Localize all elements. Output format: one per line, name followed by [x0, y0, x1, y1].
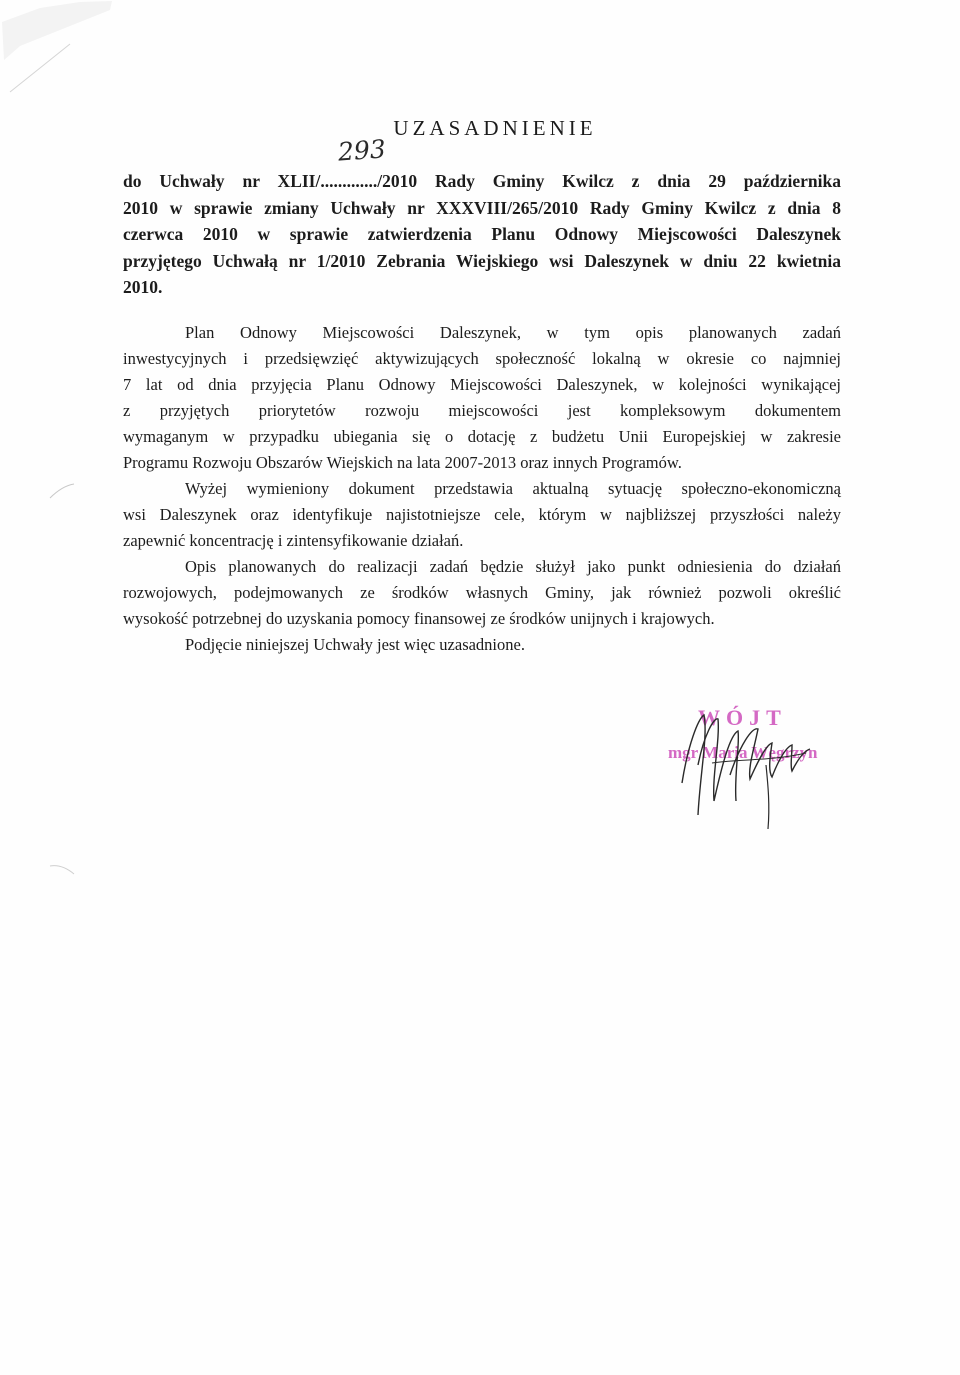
- body-line: inwestycyjnych i przedsięwzięć aktywizujących społeczność lokalną w okresie co najmniej: [123, 349, 841, 368]
- handwritten-signature: [668, 705, 818, 835]
- body-line: wymaganym w przypadku ubiegania się o dotację z budżetu Unii Europejskiej w zakresie: [123, 427, 841, 446]
- header-line: przyjętego Uchwałą nr 1/2010 Zebrania Wiejskiego wsi Daleszynek w dniu 22 kwietnia: [123, 250, 841, 271]
- header-line: czerwca 2010 w sprawie zatwierdzenia Planu Odnowy Miejscowości Daleszynek: [123, 224, 841, 244]
- body-line: rozwojowych, podejmowanych ze środków własnych Gminy, jak również pozwoli określić: [123, 583, 841, 602]
- body-line: Plan Odnowy Miejscowości Daleszynek, w tym opis planowanych zadań: [185, 323, 841, 342]
- body-line: zapewnić koncentrację i zintensyfikowanie działań.: [123, 531, 464, 550]
- body-line: Podjęcie niniejszej Uchwały jest więc uzasadnione.: [185, 635, 525, 654]
- body-line: z przyjętych priorytetów rozwoju miejscowości jest kompleksowym dokumentem: [123, 401, 841, 420]
- body-line: 7 lat od dnia przyjęcia Planu Odnowy Miejscowości Daleszynek, w kolejności wynikającej: [123, 375, 841, 394]
- hole-punch-mark: [48, 862, 78, 882]
- hole-punch-mark: [48, 482, 78, 502]
- stamp-name: mgr Maria Węgrzyn: [668, 743, 818, 762]
- justification-text: [123, 320, 841, 658]
- stamp-office: WÓJT: [698, 705, 787, 730]
- body-line: wysokość potrzebnej do uzyskania pomocy finansowej ze środków unijnych i krajowych.: [123, 609, 715, 628]
- body-line: wsi Daleszynek oraz identyfikuje najistotniejsze cele, którym w najbliższej przyszłości należy: [123, 505, 841, 524]
- body-line: Programu Rozwoju Obszarów Wiejskich na lata 2007-2013 oraz innych Programów.: [123, 453, 682, 472]
- scan-artifact: [0, 0, 120, 100]
- body-line: Wyżej wymieniony dokument przedstawia aktualną sytuację społeczno-ekonomiczną: [185, 479, 841, 498]
- header-line: do Uchwały nr XLII/............./2010 Rady Gminy Kwilcz z dnia 29 października: [123, 171, 841, 191]
- handwritten-resolution-number: 293: [337, 134, 387, 167]
- header-line: 2010.: [123, 277, 163, 297]
- header-line: 2010 w sprawie zmiany Uchwały nr XXXVIII/265/2010 Rady Gminy Kwilcz z dnia 8: [123, 197, 841, 218]
- resolution-reference: [123, 168, 841, 301]
- official-stamp: [668, 705, 818, 835]
- document-title: UZASADNIENIE: [393, 116, 597, 140]
- body-line: Opis planowanych do realizacji zadań będzie służył jako punkt odniesienia do działań: [185, 557, 841, 576]
